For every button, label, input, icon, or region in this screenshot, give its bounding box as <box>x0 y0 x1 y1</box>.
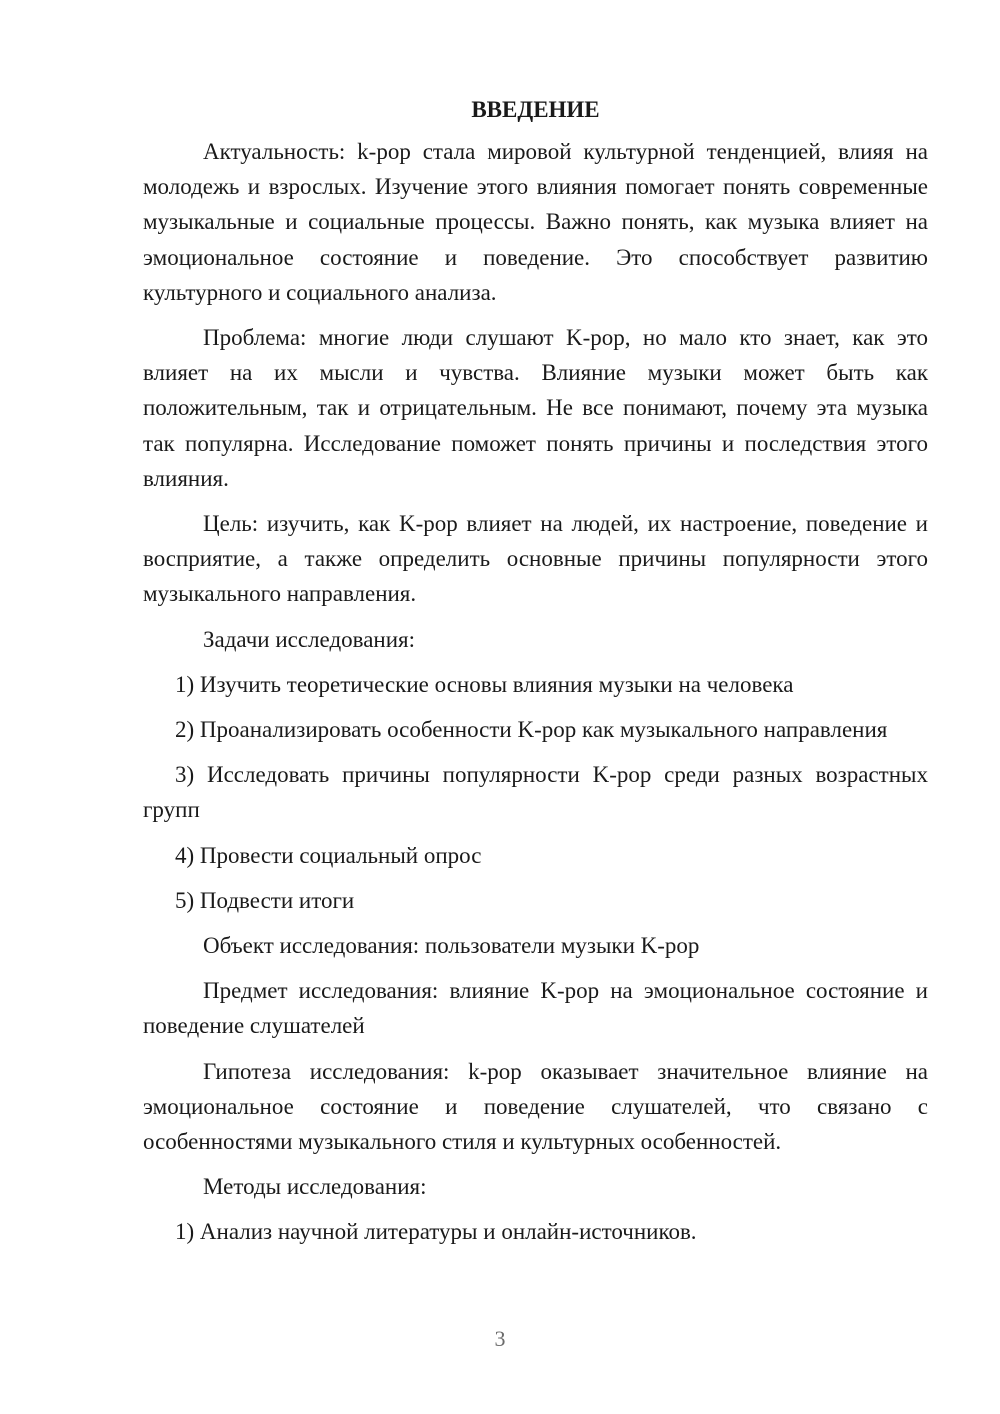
task-item: 3) Исследовать причины популярности K-pop среди разных возрастных групп <box>143 762 928 823</box>
method-item: 1) Анализ научной литературы и онлайн-источников. <box>175 1219 697 1245</box>
task-item: 4) Провести социальный опрос <box>175 842 482 868</box>
task-item: 5) Подвести итоги <box>175 887 355 913</box>
page-number: 3 <box>494 1326 506 1351</box>
problem-paragraph: Проблема: многие люди слушают K-pop, но мало кто знает, как это влияет на их мысли и чувства. Влияние музыки может быть как положительным, так и отрицательным. Не все понимают, почему эта музыка так популярна. Исследование поможет понять причины и последствия этого влияния. <box>143 325 928 491</box>
section-heading: ВВЕДЕНИЕ <box>471 97 600 122</box>
tasks-title: Задачи исследования: <box>203 626 416 652</box>
task-item: 1) Изучить теоретические основы влияния музыки на человека <box>175 671 794 697</box>
hypothesis-paragraph: Гипотеза исследования: k-pop оказывает значительное влияние на эмоциональное состояние и поведение слушателей, что связано с особенностями музыкального стиля и культурных особенностей. <box>143 1058 928 1155</box>
document-page <box>143 92 928 1260</box>
methods-title: Методы исследования: <box>203 1174 427 1200</box>
goal-paragraph: Цель: изучить, как K-pop влияет на людей, их настроение, поведение и восприятие, а также определить основные причины популярности этого музыкального направления. <box>143 511 928 607</box>
object-paragraph: Объект исследования: пользователи музыки K-pop <box>203 933 700 959</box>
subject-paragraph: Предмет исследования: влияние K-pop на эмоциональное состояние и поведение слушателей <box>143 978 928 1039</box>
task-item: 2) Проанализировать особенности K-pop как музыкального направления <box>175 717 888 743</box>
relevance-paragraph: Актуальность: k-pop стала мировой культурной тенденцией, влияя на молодежь и взрослых. Изучение этого влияния помогает понять современные музыкальные и социальные процессы. Важно понять, как музыка влияет на эмоциональное состояние и поведение. Это способствует развитию культурного и социального анализа. <box>143 139 928 305</box>
